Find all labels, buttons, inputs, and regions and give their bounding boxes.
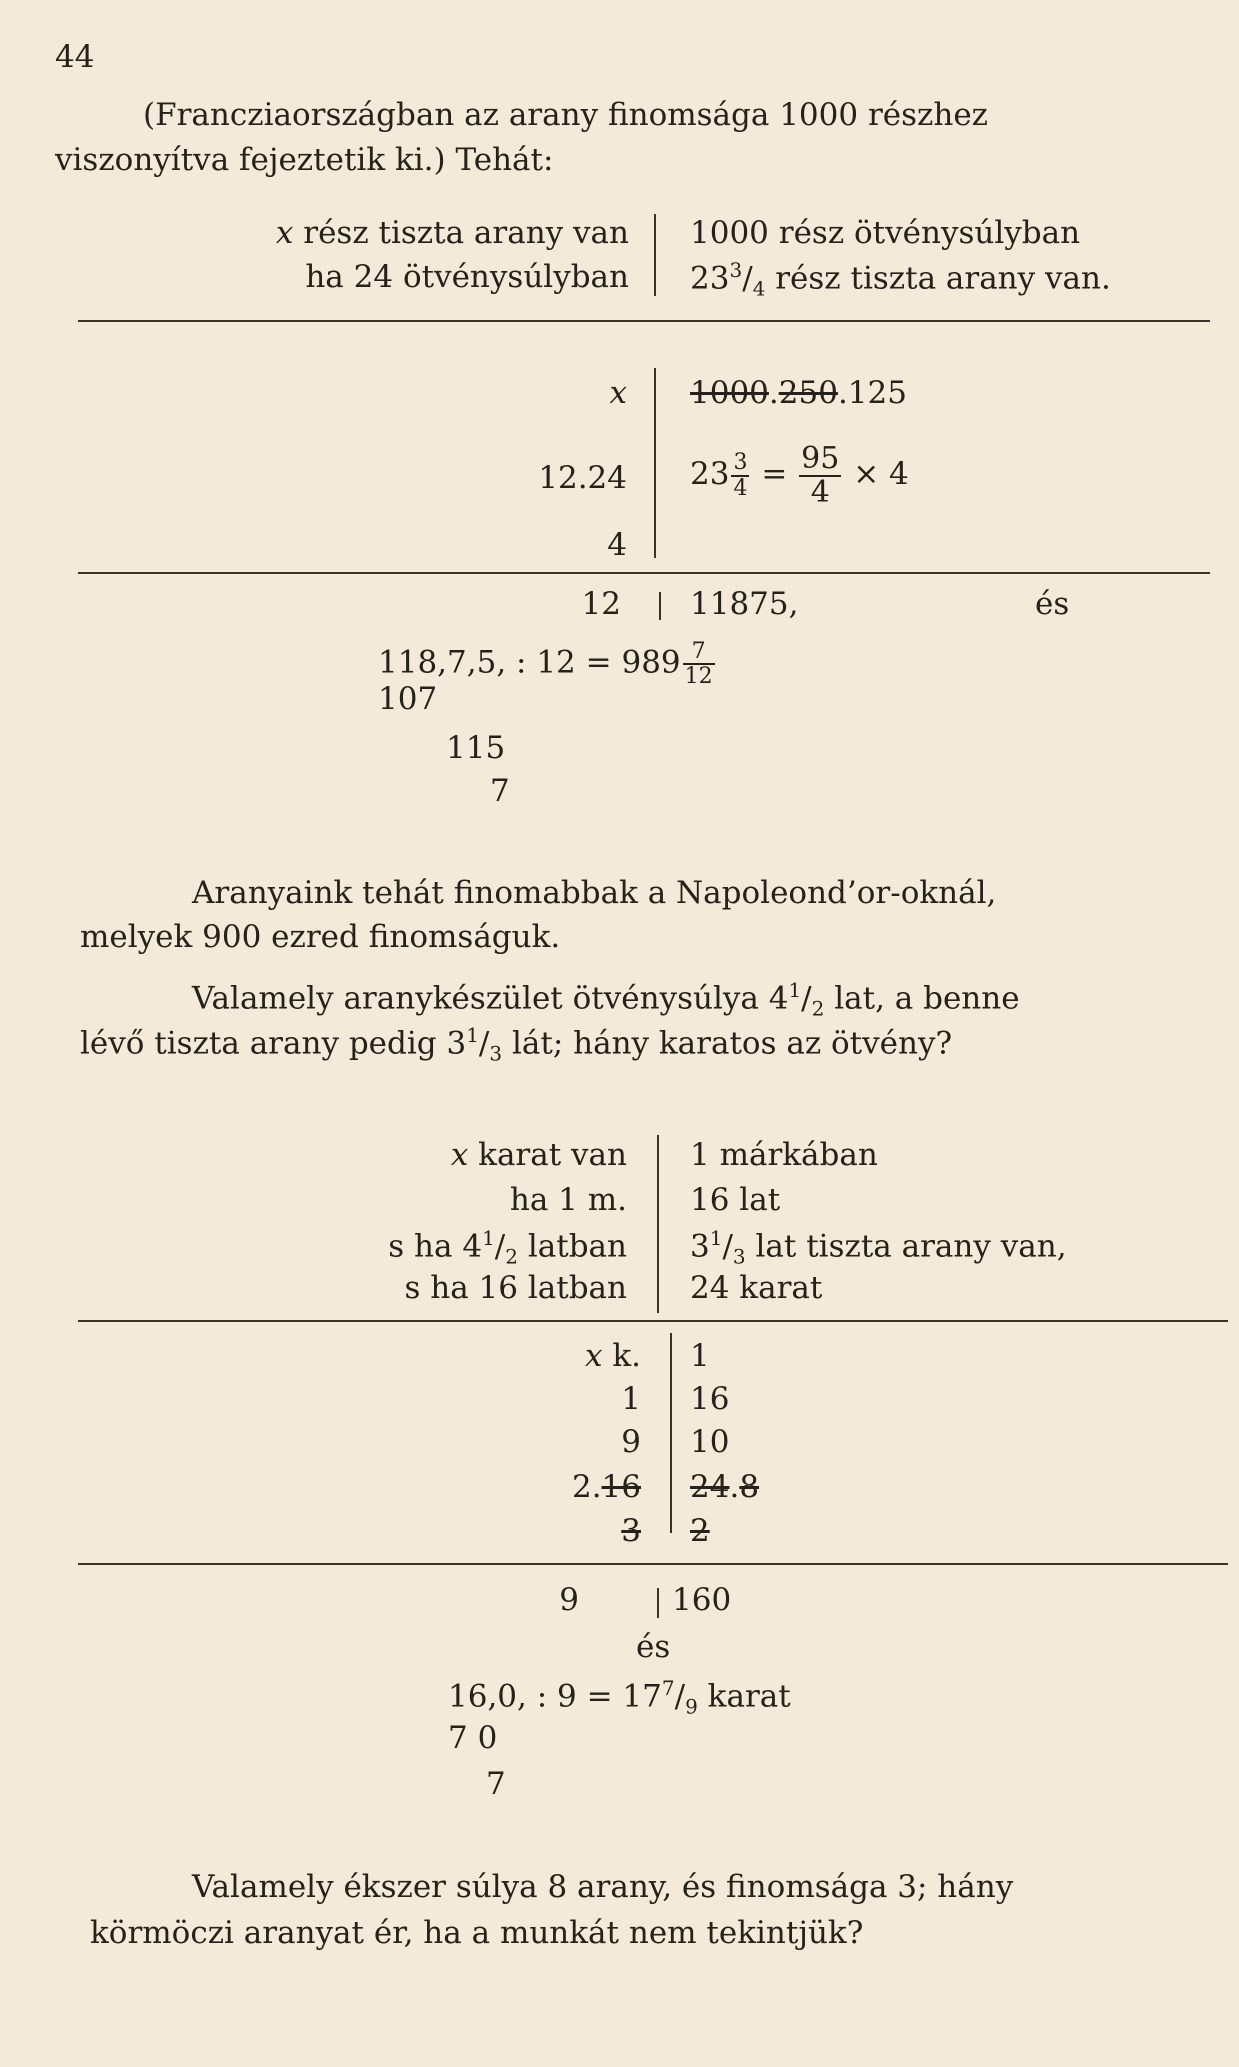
page-number: 44 <box>55 39 95 75</box>
calc2-right-5: 2 <box>690 1513 710 1549</box>
calc2-right-3: 10 <box>690 1424 730 1460</box>
prop1-left-line-1: x rész tiszta arany van <box>275 215 629 251</box>
calc2-left-5: 3 <box>621 1513 641 1549</box>
result2-remainder-1: 7 0 <box>448 1720 498 1756</box>
prop2-right-line-1: 1 márkában <box>690 1137 878 1173</box>
para2-line-1: Valamely aranykészület ötvénysúlya $4^1/_2$ lat, a benne <box>192 978 1020 1021</box>
calc2-right-2: 16 <box>690 1381 730 1417</box>
para2-line-2: lévő tiszta arany pedig $3^1/_3$ lát; hány karatos az ötvény? <box>80 1023 953 1066</box>
calc2-right-4: 24.8 <box>690 1469 760 1505</box>
calc1-left-line-2: 12.24 <box>538 460 627 496</box>
prop2-left-line-3: s ha $4^1/_2$ latban <box>388 1226 627 1269</box>
prop1-divider <box>654 214 656 296</box>
intro-line-1: (Francziaországban az arany finomsága 1000 részhez <box>143 97 989 133</box>
calc1-left-line-3: 4 <box>607 527 627 563</box>
intro-line-2: viszonyítva fejeztetik ki.) Tehát: <box>55 142 554 178</box>
calc1-equation: 23 $\frac{3}{4}$ = $\frac{95}{4}$ × 4 <box>690 441 909 510</box>
calc2-rule <box>78 1563 1228 1565</box>
result2-division: 16,0, : $9 = 17^7/_9$ karat <box>448 1676 791 1719</box>
calc2-divider <box>670 1333 672 1533</box>
result1-remainder-3: 7 <box>490 773 510 809</box>
prop2-left-line-1: x karat van <box>450 1137 627 1173</box>
prop1-right-line-2: $23^3/_4$ rész tiszta arany van. <box>690 258 1111 301</box>
para1-line-2: melyek 900 ezred finomságuk. <box>80 919 561 955</box>
result1-right: 11875, <box>690 586 799 622</box>
prop2-divider <box>657 1135 659 1313</box>
calc2-left-1: x k. <box>585 1338 641 1374</box>
prop2-rule <box>78 1320 1228 1322</box>
result2-divider <box>657 1588 659 1618</box>
result2-left: 9 <box>559 1582 579 1618</box>
prop2-left-line-4: s ha 16 latban <box>404 1270 627 1306</box>
result2-remainder-2: 7 <box>486 1766 506 1802</box>
prop1-left-line-2: ha 24 ötvénysúlyban <box>305 259 629 295</box>
prop2-right-line-2: 16 lat <box>690 1182 781 1218</box>
result1-division: 118,7,5, : 12 = 989 $\frac{7}{12}$ <box>378 639 713 690</box>
prop1-right-line-1: 1000 rész ötvénysúlyban <box>690 215 1081 251</box>
result2-right: 160 <box>672 1582 732 1618</box>
para3-line-2: körmöczi aranyat ér, ha a munkát nem tekintjük? <box>90 1915 864 1951</box>
calc2-left-4: 2.16 <box>571 1469 641 1505</box>
calc2-right-1: 1 <box>690 1338 710 1374</box>
calc1-divider <box>654 368 656 558</box>
result1-and: és <box>1035 586 1070 622</box>
result1-left: 12 <box>581 586 621 622</box>
prop2-right-line-4: 24 karat <box>690 1270 823 1306</box>
para3-line-1: Valamely ékszer súlya 8 arany, és finomsága 3; hány <box>192 1869 1014 1905</box>
result1-remainder-1: 107 <box>378 681 438 717</box>
calc1-var: x <box>609 375 627 411</box>
prop2-left-line-2: ha 1 m. <box>509 1182 627 1218</box>
result1-remainder-2: 115 <box>446 730 506 766</box>
result1-divider <box>659 592 661 620</box>
calc1-right-line-1: 1000.250.125 <box>690 375 907 411</box>
calc2-left-2: 1 <box>621 1381 641 1417</box>
para1-line-1: Aranyaink tehát finomabbak a Napoleond’or-oknál, <box>192 875 997 911</box>
prop2-right-line-3: $3^1/_3$ lat tiszta arany van, <box>690 1226 1067 1269</box>
prop1-rule <box>78 320 1210 322</box>
result2-and: és <box>636 1629 671 1665</box>
calc2-left-3: 9 <box>621 1424 641 1460</box>
calc1-rule <box>78 572 1210 574</box>
